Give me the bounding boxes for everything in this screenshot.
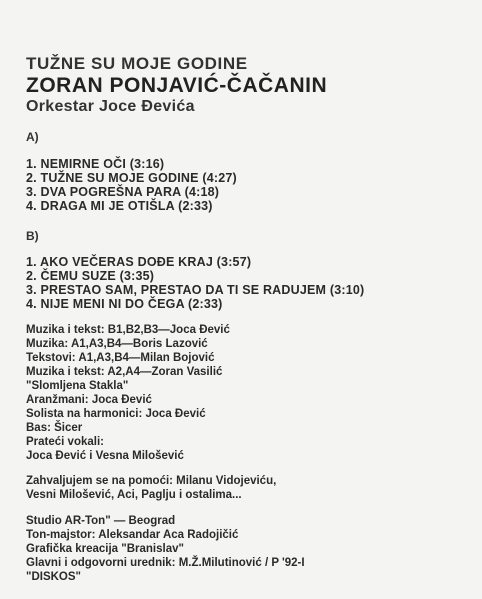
credit-line: Muzika i tekst: B1,B2,B3—Joca Đević [26, 324, 230, 336]
credit-line: Tekstovi: A1,A3,B4—Milan Bojović [26, 352, 215, 364]
credit-line: Prateći vokali: [26, 436, 104, 448]
orchestra-name: Orkestar Joce Đevića [26, 98, 195, 115]
side-a-track-2: 2. TUŽNE SU MOJE GODINE (4:27) [26, 171, 237, 185]
side-b-track-3: 3. PRESTAO SAM, PRESTAO DA TI SE RADUJEM (3:10) [26, 283, 365, 297]
production-line: Ton-majstor: Aleksandar Aca Radojičić [26, 529, 239, 541]
side-a-track-4: 4. DRAGA MI JE OTIŠLA (2:33) [26, 199, 213, 213]
side-b-track-4: 4. NIJE MENI NI DO ČEGA (2:33) [26, 297, 223, 311]
album-title: TUŽNE SU MOJE GODINE [26, 54, 248, 73]
credit-line: Bas: Šicer [26, 422, 83, 434]
credit-line: Muzika i tekst: A2,A4—Zoran Vasilić [26, 366, 223, 378]
credit-line: "Slomljena Stakla" [26, 380, 129, 392]
credit-line: Muzika: A1,A3,B4—Boris Lazović [26, 338, 208, 350]
production-line: Grafička kreacija "Branislav" [26, 543, 184, 555]
side-a-track-3: 3. DVA POGREŠNA PARA (4:18) [26, 185, 220, 199]
credit-line: Solista na harmonici: Joca Đević [26, 408, 206, 420]
thanks-line: Zahvaljujem se na pomoći: Milanu Vidojeviću, [26, 475, 277, 487]
side-b-track-2: 2. ČEMU SUZE (3:35) [26, 269, 155, 283]
side-a-track-1: 1. NEMIRNE OČI (3:16) [26, 157, 165, 171]
side-b-label: B) [26, 229, 39, 243]
artist-name: ZORAN PONJAVIĆ-ČAČANIN [26, 74, 328, 97]
production-line: Glavni i odgovorni urednik: M.Ž.Milutinović / P '92-I [26, 557, 305, 569]
production-line: "DISKOS" [26, 571, 81, 583]
credit-line: Aranžmani: Joca Đević [26, 394, 152, 406]
side-a-label: A) [26, 130, 39, 144]
production-line: Studio AR-Ton" — Beograd [26, 515, 176, 527]
credit-line: Joca Đević i Vesna Milošević [26, 450, 184, 462]
thanks-line: Vesni Milošević, Aci, Paglju i ostalima... [26, 489, 242, 501]
side-b-track-1: 1. AKO VEČERAS DOĐE KRAJ (3:57) [26, 255, 252, 269]
